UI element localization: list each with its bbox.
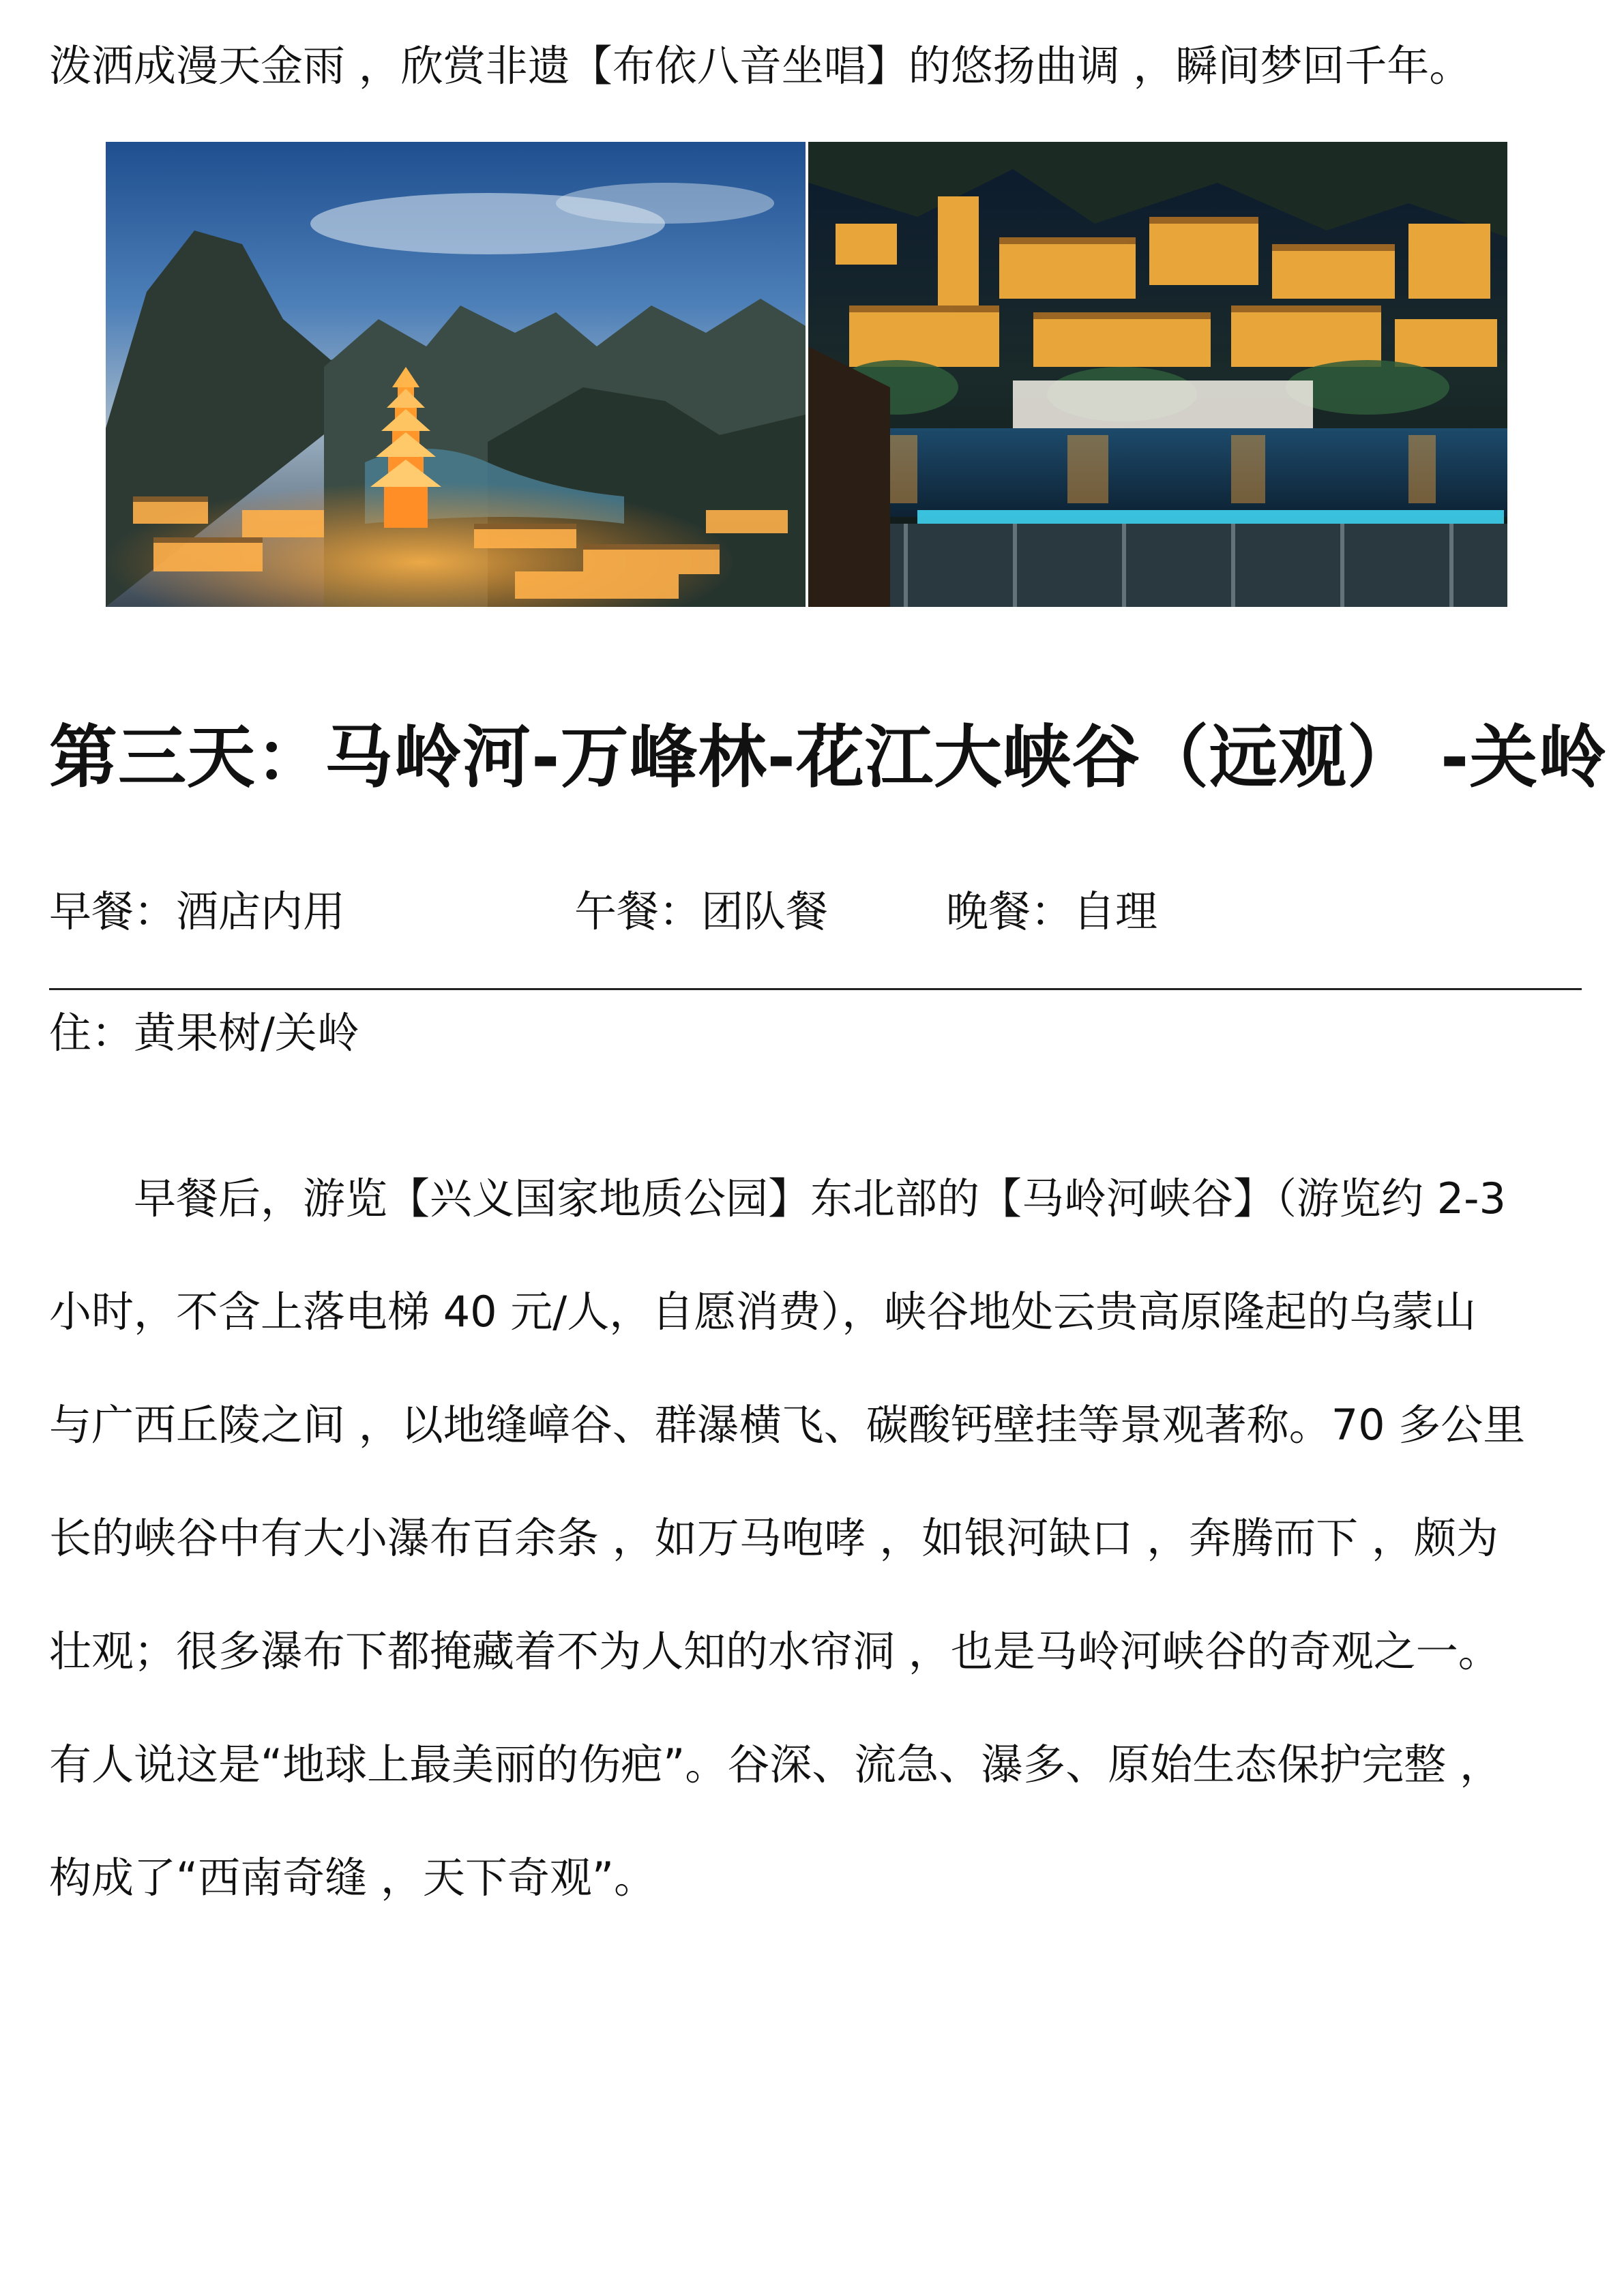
paragraph-line: 构成了“西南奇缝 ，天下奇观”。 <box>49 1853 656 1903</box>
paragraph-line: 与广西丘陵之间 ，以地缝嶂谷、群瀑横飞、碳酸钙壁挂等景观著称。70 多公里 <box>49 1400 1526 1450</box>
night-valley-pagoda-image <box>106 142 806 607</box>
day-three-title: 第三天：马岭河-万峰林-花江大峡谷（远观） -关岭 <box>49 717 1608 797</box>
intro-paragraph-line: 泼洒成漫天金雨 ，欣赏非遗【布依八音坐唱】的悠扬曲调 ，瞬间梦回千年。 <box>49 41 1472 91</box>
lunch-info: 午餐：团队餐 <box>574 886 829 936</box>
paragraph-line: 早餐后，游览【兴义国家地质公园】东北部的【马岭河峡谷】（游览约 2-3 <box>49 1174 1506 1223</box>
night-valley-pagoda-photo <box>106 142 806 607</box>
breakfast-info: 早餐：酒店内用 <box>49 886 346 936</box>
dinner-info: 晚餐：自理 <box>946 886 1158 936</box>
photo-row <box>106 142 1507 607</box>
night-village-waterfront-image <box>808 142 1507 607</box>
section-divider <box>49 988 1582 990</box>
night-village-waterfront-photo <box>808 142 1507 607</box>
paragraph-line: 有人说这是“地球上最美丽的伤疤”。谷深、流急、瀑多、原始生态保护完整 ， <box>49 1740 1502 1789</box>
accommodation-info: 住：黄果树/关岭 <box>49 1008 359 1058</box>
paragraph-line: 长的峡谷中有大小瀑布百余条 ，如万马咆哮 ，如银河缺口 ，奔腾而下 ，颇为 <box>49 1513 1498 1563</box>
paragraph-line: 壮观；很多瀑布下都掩藏着不为人知的水帘洞 ，也是马岭河峡谷的奇观之一。 <box>49 1626 1501 1676</box>
paragraph-line: 小时，不含上落电梯 40 元/人，自愿消费），峡谷地处云贵高原隆起的乌蒙山 <box>49 1287 1477 1337</box>
